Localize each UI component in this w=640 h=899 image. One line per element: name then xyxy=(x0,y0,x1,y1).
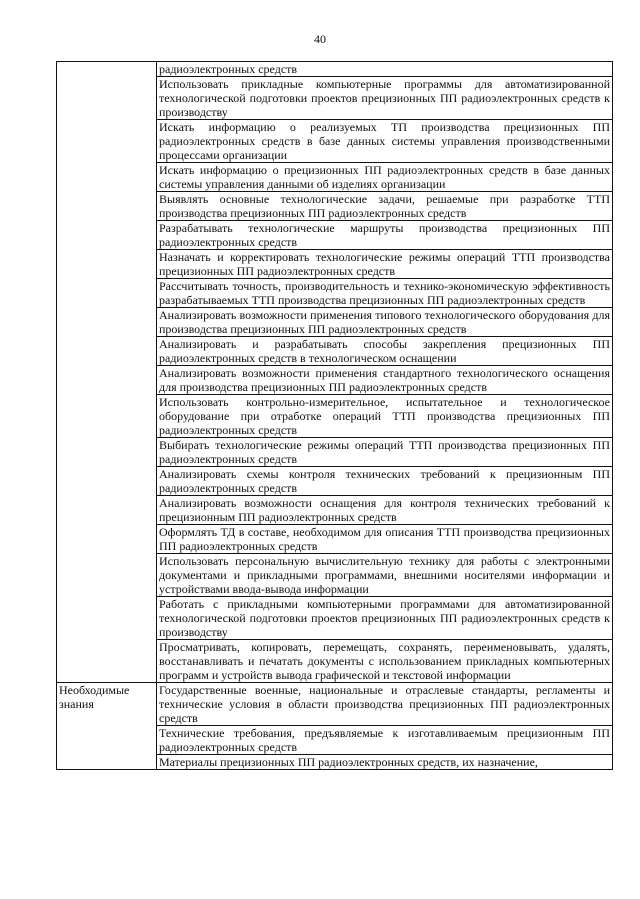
skill-item: Искать информацию о прецизионных ПП радиоэлектронных средств в базе данных системы управления данными об изделиях организации xyxy=(157,163,613,192)
skill-item: Искать информацию о реализуемых ТП производства прецизионных ПП радиоэлектронных средств в базе данных системы управления производственными процессами организации xyxy=(157,120,613,163)
page-number: 40 xyxy=(314,32,326,46)
skill-item: Анализировать схемы контроля технических требований к прецизионным ПП радиоэлектронных средств xyxy=(157,467,613,496)
competency-table xyxy=(56,61,613,770)
skill-item: Использовать персональную вычислительную технику для работы с электронными документами и прикладными программами, внешними носителями информации и устройствами ввода-вывода информации xyxy=(157,554,613,597)
skill-item: Назначать и корректировать технологические режимы операций ТТП производства прецизионных ПП радиоэлектронных средств xyxy=(157,250,613,279)
skill-item: Выбирать технологические режимы операций ТТП производства прецизионных ПП радиоэлектронных средств xyxy=(157,438,613,467)
skill-item: Анализировать возможности применения стандартного технологического оснащения для производства прецизионных ПП радиоэлектронных средств xyxy=(157,366,613,395)
skill-item: Анализировать и разрабатывать способы закрепления прецизионных ПП радиоэлектронных средств в технологическом оснащении xyxy=(157,337,613,366)
page-bottom-margin xyxy=(0,832,640,899)
skill-item: Работать с прикладными компьютерными программами для автоматизированной технологической подготовки проектов прецизионных ПП радиоэлектронных средств к производству xyxy=(157,597,613,640)
skill-item: Оформлять ТД в составе, необходимом для описания ТТП производства прецизионных ПП радиоэлектронных средств xyxy=(157,525,613,554)
skill-item: Использовать контрольно-измерительное, испытательное и технологическое оборудование при отработке операций ТТП производства прецизионных ПП радиоэлектронных средств xyxy=(157,395,613,438)
knowledge-item: Материалы прецизионных ПП радиоэлектронных средств, их назначение, xyxy=(157,755,613,770)
table-row xyxy=(57,683,613,726)
skill-item: Анализировать возможности оснащения для контроля технических требований к прецизионным ПП радиоэлектронных средств xyxy=(157,496,613,525)
knowledge-item: Государственные военные, национальные и отраслевые стандарты, регламенты и технические условия в области производства прецизионных ПП радиоэлектронных средств xyxy=(157,683,613,726)
skill-item: Анализировать возможности применения типового технологического оборудования для производства прецизионных ПП радиоэлектронных средств xyxy=(157,308,613,337)
skill-item: Разрабатывать технологические маршруты производства прецизионных ПП радиоэлектронных средств xyxy=(157,221,613,250)
skill-item: Просматривать, копировать, перемещать, сохранять, переименовывать, удалять, восстанавливать и печатать документы с использованием прикладных компьютерных программ и устройств вывода графической и текстовой информации xyxy=(157,640,613,683)
skill-item: Использовать прикладные компьютерные программы для автоматизированной технологической подготовки проектов прецизионных ПП радиоэлектронных средств к производству xyxy=(157,77,613,120)
skill-item: радиоэлектронных средств xyxy=(157,62,613,77)
knowledge-label-cell: Необходимые знания xyxy=(57,683,157,770)
knowledge-item: Технические требования, предъявляемые к изготавливаемым прецизионным ПП радиоэлектронных средств xyxy=(157,726,613,755)
skill-item: Выявлять основные технологические задачи, решаемые при разработке ТТП производства прецизионных ПП радиоэлектронных средств xyxy=(157,192,613,221)
skill-item: Рассчитывать точность, производительность и технико-экономическую эффективность разрабатываемых ТТП производства прецизионных ПП радиоэлектронных средств xyxy=(157,279,613,308)
skills-label-cell xyxy=(57,62,157,683)
table-row xyxy=(57,62,613,77)
